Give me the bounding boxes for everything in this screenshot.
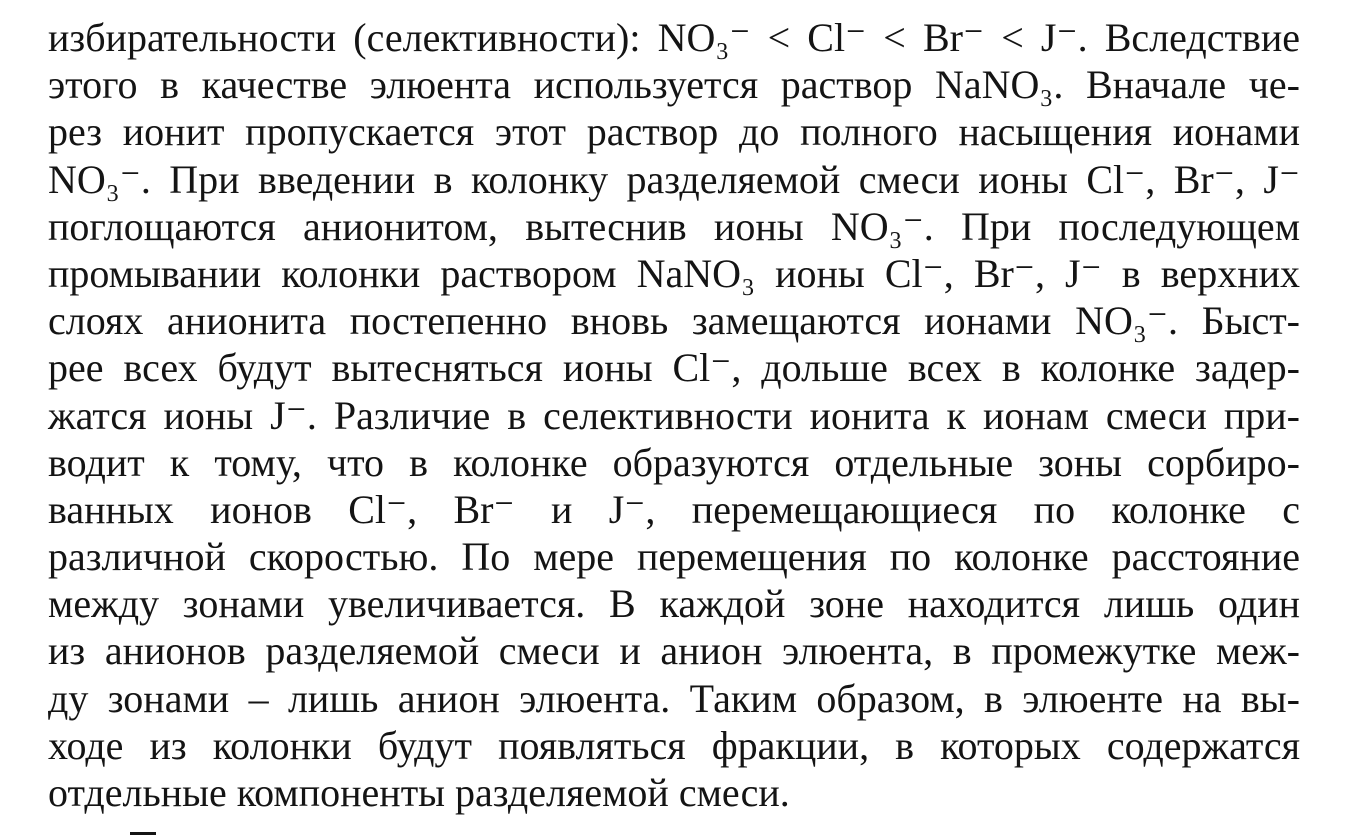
text-line-14: из анионов разделяемой смеси и анион элюента, в промежутке меж- xyxy=(48,628,1300,674)
text-line-11: ванных ионов Cl⁻, Br⁻ и J⁻, перемещающиеся по колонке с xyxy=(48,486,1300,532)
document-paragraph xyxy=(48,14,1300,816)
text-line-12: различной скоростью. По мере перемещения по колонке расстояние xyxy=(48,534,1300,580)
text-line-13: между зонами увеличивается. В каждой зоне находится лишь один xyxy=(48,581,1300,627)
text-line-16: ходе из колонки будут появляться фракции, в которых содержатся xyxy=(48,722,1300,768)
text-line-6: промывании колонки раствором NaNO₃ ионы Cl⁻, Br⁻, J⁻ в верхних xyxy=(48,250,1300,296)
text-line-17: отдельные компоненты разделяемой смеси. xyxy=(48,770,790,815)
cut-off-glyph xyxy=(130,832,156,835)
text-line-15: ду зонами – лишь анион элюента. Таким образом, в элюенте на вы- xyxy=(48,675,1300,721)
text-line-2: этого в качестве элюента используется раствор NaNO₃. Вначале че- xyxy=(48,62,1300,108)
text-line-8: рее всех будут вытесняться ионы Cl⁻, дольше всех в колонке задер- xyxy=(48,345,1300,391)
text-line-3: рез ионит пропускается этот раствор до полного насыщения ионами xyxy=(48,109,1300,155)
text-line-7: слоях анионита постепенно вновь замещаются ионами NO₃⁻. Быст- xyxy=(48,298,1300,344)
text-line-4: NO₃⁻. При введении в колонку разделяемой смеси ионы Cl⁻, Br⁻, J⁻ xyxy=(48,156,1300,202)
cut-off-next-line xyxy=(130,826,162,839)
text-line-1: избирательности (селективности): NO₃⁻ < Cl⁻ < Br⁻ < J⁻. Вследствие xyxy=(48,15,1301,60)
text-line-5: поглощаются анионитом, вытеснив ионы NO₃⁻. При последующем xyxy=(48,203,1300,249)
text-line-9: жатся ионы J⁻. Различие в селективности ионита к ионам смеси при- xyxy=(48,392,1300,438)
text-line-10: водит к тому, что в колонке образуются отдельные зоны сорбиро- xyxy=(48,439,1300,485)
